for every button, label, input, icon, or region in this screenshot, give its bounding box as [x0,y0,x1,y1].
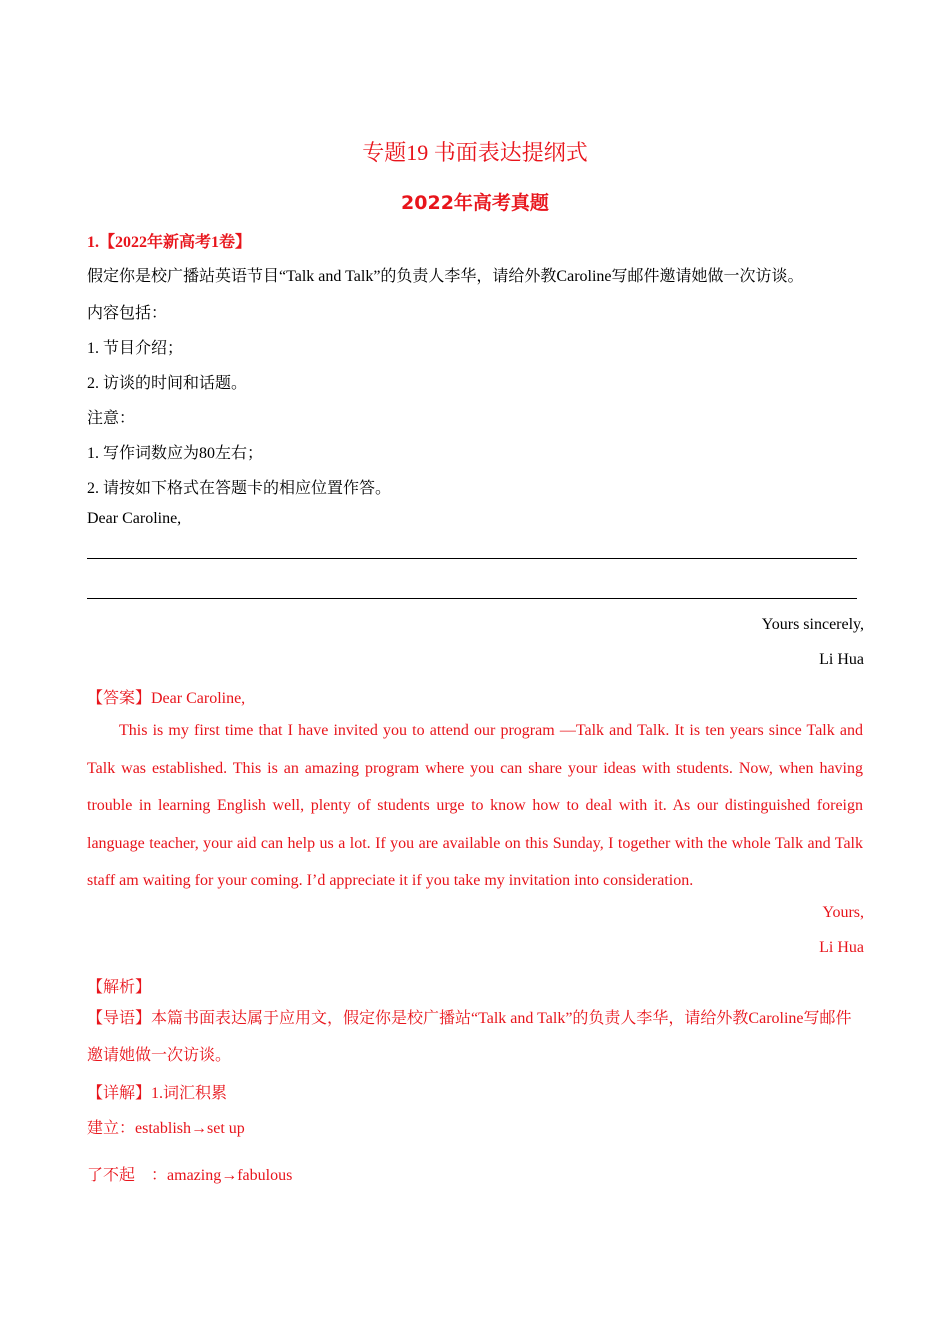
analysis-label: 【解析】 [87,979,152,996]
vocab-term: 建立： [87,1120,136,1137]
letter-signature: Li Hua [819,651,864,668]
question-number: 1.【2022年新高考1卷】 [87,234,252,251]
answer-body: This is my first time that I have invited you to attend our program —Talk and Talk. It is ten years since Talk and Talk was established. This is an amazing program where you can share your ideas with students. Now, when having trouble in learning English well, plenty of students urge to know how to deal with it. As our distinguished foreign language teacher, your aid can help us a lot. If you are available on this Sunday, I together with the whole Talk and Talk staff am waiting for your coming. I’d appreciate it if you take my invitation into consideration. [87,722,863,889]
vocab-words: establish→set up [135,1120,245,1137]
letter-closing: Yours sincerely, [761,616,864,633]
question-prompt: 假定你是校广播站英语节目“Talk and Talk”的负责人李华，请给外教Caroline写邮件邀请她做一次访谈。 [87,268,804,285]
answer-label: 【答案】Dear Caroline, [87,690,246,707]
letter-salutation: Dear Caroline, [87,510,182,527]
answer-line [87,598,857,599]
analysis-guide: 【导语】本篇书面表达属于应用文，假定你是校广播站“Talk and Talk”的负责人李华，请给外教Caroline写邮件邀请她做一次访谈。 [87,1010,852,1064]
content-item: 2. 访谈的时间和话题。 [87,375,248,392]
notes-item: 1. 写作词数应为80左右； [87,445,264,462]
vocab-item [87,1162,292,1185]
content-heading: 内容包括： [87,305,168,322]
answer-closing: Yours, [822,904,864,921]
vocab-words: amazing→fabulous [167,1167,293,1184]
vocab-term: 了不起 ： [87,1167,168,1184]
notes-heading: 注意： [87,410,136,427]
answer-signature: Li Hua [819,939,864,956]
notes-item: 2. 请按如下格式在答题卡的相应位置作答。 [87,480,392,497]
page-title: 专题19 书面表达提纲式 [362,140,588,165]
section-subtitle: 2022年高考真题 [401,192,549,214]
answer-line [87,558,857,559]
detail-label: 【详解】1.词汇积累 [87,1085,228,1102]
vocab-item [87,1115,245,1138]
content-item: 1. 节目介绍； [87,340,184,357]
